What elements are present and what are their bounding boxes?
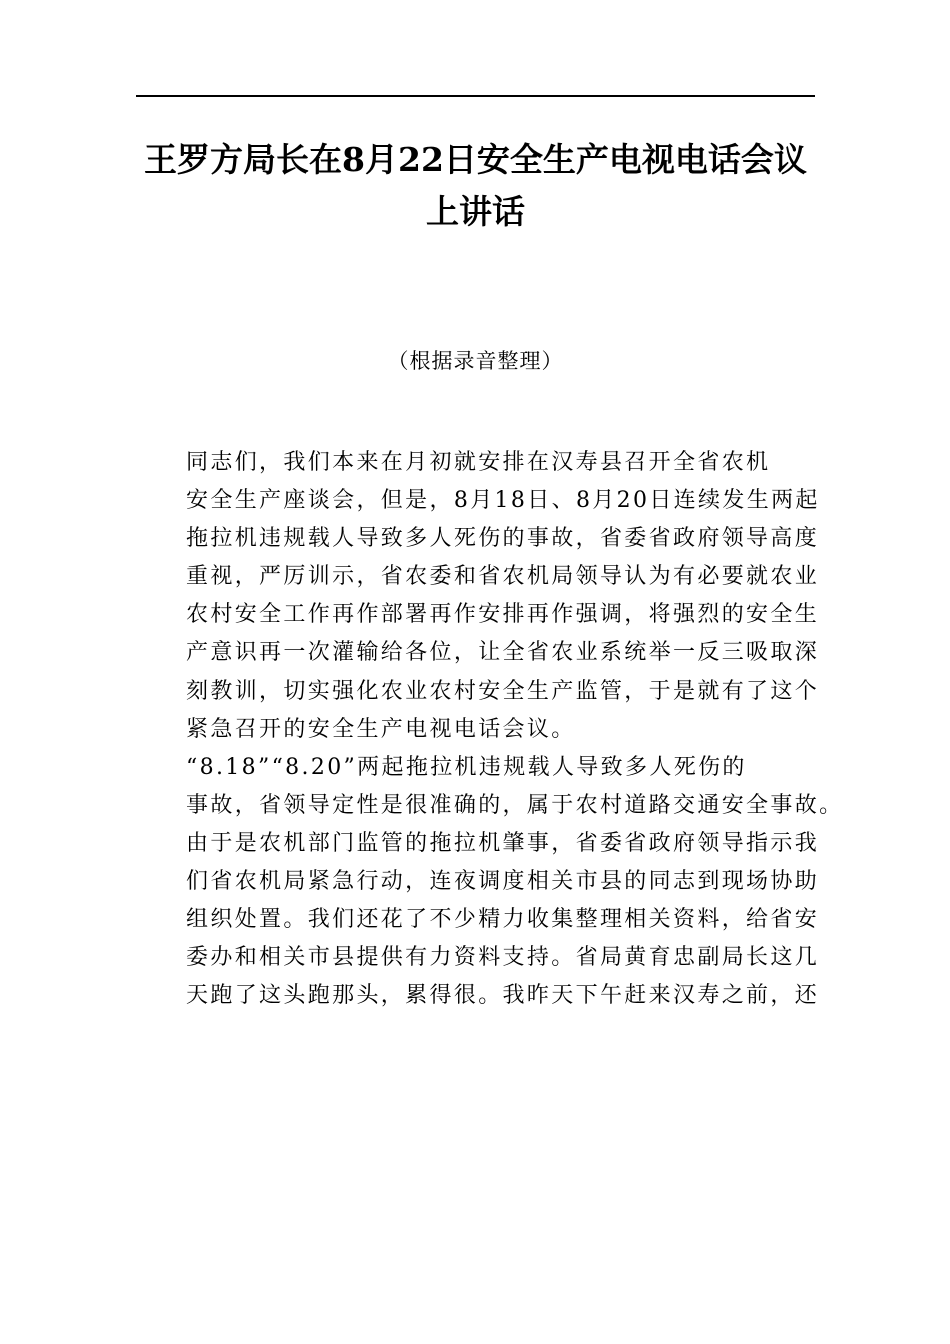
paragraph-1-line-7: 刻教训，切实强化农业农村安全生产监管，于是就有了这个 [186, 678, 820, 704]
paragraph-1-line-3: 拖拉机违规载人导致多人死伤的事故，省委省政府领导高度 [186, 526, 820, 552]
paragraph-2-line-3: 由于是农机部门监管的拖拉机肇事，省委省政府领导指示我 [186, 830, 820, 856]
paragraph-1-line-1: 同志们，我们本来在月初就安排在汉寿县召开全省农机 [186, 450, 771, 475]
document-title: 王罗方局长在8月22日安全生产电视电话会议上讲话 [144, 140, 807, 231]
paragraph-2-line-1: “8.18”“8.20”两起拖拉机违规载人导致多人死伤的 [186, 754, 747, 780]
header-rule [136, 95, 815, 97]
paragraph-2-line-7: 天跑了这头跑那头，累得很。我昨天下午赶来汉寿之前，还 [186, 983, 820, 1009]
paragraph-1-line-8: 紧急召开的安全生产电视电话会议。 [186, 716, 576, 742]
paragraph-1-line-4: 重视，严厉训示，省农委和省农机局领导认为有必要就农业 [186, 564, 820, 590]
paragraph-1-line-6: 产意识再一次灌输给各位，让全省农业系统举一反三吸取深 [186, 640, 820, 666]
document-subtitle: （根据录音整理） [387, 349, 564, 373]
paragraph-1-line-5: 农村安全工作再作部署再作安排再作强调，将强烈的安全生 [186, 602, 820, 628]
paragraph-1 [137, 444, 820, 749]
paragraph-2-line-6: 委办和相关市县提供有力资料支持。省局黄育忠副局长这几 [186, 945, 820, 971]
paragraph-2-line-4: 们省农机局紧急行动，连夜调度相关市县的同志到现场协助 [186, 869, 820, 895]
paragraph-2-line-5: 组织处置。我们还花了不少精力收集整理相关资料，给省安 [186, 907, 820, 933]
paragraph-2-line-2: 事故，省领导定性是很准确的，属于农村道路交通安全事故。 [186, 792, 844, 818]
paragraph-2 [137, 749, 844, 1016]
paragraph-1-line-2: 安全生产座谈会，但是，8月18日、8月20日连续发生两起 [186, 488, 820, 514]
document-body [137, 444, 844, 1015]
